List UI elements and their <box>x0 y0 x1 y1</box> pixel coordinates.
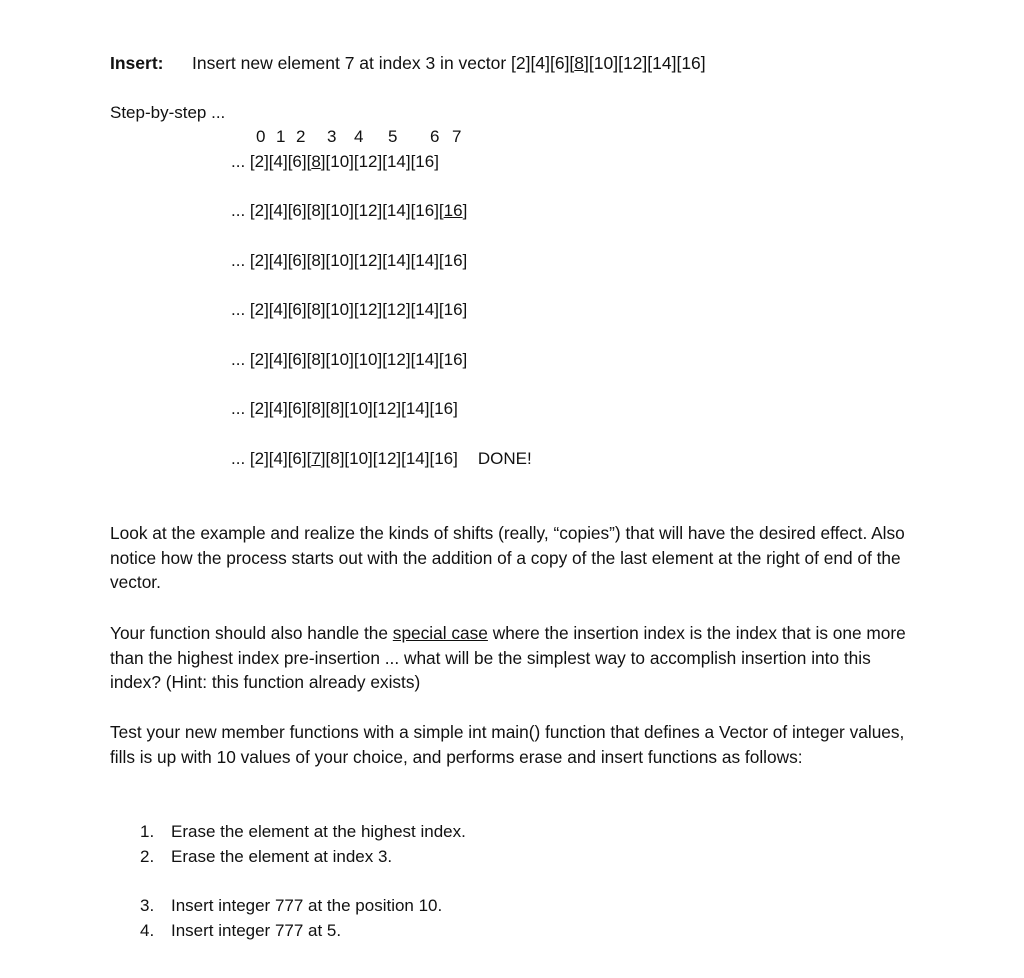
insert-heading-text <box>192 53 706 74</box>
list-item <box>140 893 442 918</box>
list-number: 1. <box>140 822 155 841</box>
step-2-after: ] <box>462 201 468 220</box>
list-number: 3. <box>140 896 155 915</box>
index-3: 3 <box>327 127 337 146</box>
insert-task-list <box>140 893 442 943</box>
step-line-7 <box>231 449 532 469</box>
step-line-5 <box>231 350 467 370</box>
index-5: 5 <box>388 127 398 146</box>
p2-after: where the insertion index is the index that is one more than the highest index pre-insertion ... what will be the simplest way to accomplish insertion into this index? (Hint: this function already exists) <box>110 623 906 692</box>
list-item <box>140 819 466 844</box>
done-label: DONE! <box>477 449 532 468</box>
step-2-before: ... [2][4][6][8][10][12][14][16][ <box>231 201 444 220</box>
index-2: 2 <box>296 127 306 146</box>
step-5-text: ... [2][4][6][8][10][10][12][14][16] <box>231 350 468 369</box>
step-4-text: ... [2][4][6][8][10][12][12][14][16] <box>231 300 468 319</box>
step-by-step-label: Step-by-step ... <box>110 103 226 122</box>
step-3-text: ... [2][4][6][8][10][12][14][14][16] <box>231 251 468 270</box>
list-item <box>140 844 466 869</box>
index-4: 4 <box>354 127 364 146</box>
step-line-1 <box>231 152 439 172</box>
index-6: 6 <box>430 127 440 146</box>
step-1-before: ... [2][4][6][ <box>231 152 312 171</box>
step-7-before: ... [2][4][6][ <box>231 449 312 468</box>
step-2-underlined: 16 <box>443 201 463 220</box>
insert-heading-label: Insert: <box>110 53 164 73</box>
header-underlined-index: 8 <box>574 53 585 73</box>
step-1-after: ][10][12][14][16] <box>320 152 439 171</box>
index-1: 1 <box>276 127 286 146</box>
step-line-6 <box>231 399 458 419</box>
step-line-2 <box>231 201 467 221</box>
step-6-text: ... [2][4][6][8][8][10][12][14][16] <box>231 399 458 418</box>
list-text: Erase the element at index 3. <box>171 847 393 866</box>
erase-task-list <box>140 819 466 869</box>
list-text: Erase the element at the highest index. <box>171 822 466 841</box>
step-line-3 <box>231 251 467 271</box>
list-text: Insert integer 777 at 5. <box>171 921 342 940</box>
step-7-after: ][8][10][12][14][16] <box>320 449 458 468</box>
step-1-underlined: 8 <box>311 152 321 171</box>
list-number: 2. <box>140 847 155 866</box>
paragraph-shifts: Look at the example and realize the kinds of shifts (really, “copies”) that will have the desired effect. Also notice how the process starts out with the addition of a copy of the last element at the right of end of the vector. <box>110 523 905 592</box>
index-0: 0 <box>256 127 266 146</box>
list-text: Insert integer 777 at the position 10. <box>171 896 443 915</box>
header-text-before: Insert new element 7 at index 3 in vector [2][4][6][ <box>192 53 575 73</box>
step-line-4 <box>231 300 467 320</box>
p2-special-case: special case <box>392 623 488 643</box>
list-number: 4. <box>140 921 155 940</box>
paragraph-special-case <box>110 621 910 695</box>
paragraph-test-instructions: Test your new member functions with a simple int main() function that defines a Vector of integer values, fills is up with 10 values of your choice, and performs erase and insert functions as follows: <box>110 722 905 767</box>
index-7: 7 <box>452 127 462 146</box>
step-7-underlined: 7 <box>311 449 321 468</box>
list-item <box>140 918 442 943</box>
p2-before: Your function should also handle the <box>110 623 393 643</box>
header-text-after: ][10][12][14][16] <box>584 53 706 73</box>
